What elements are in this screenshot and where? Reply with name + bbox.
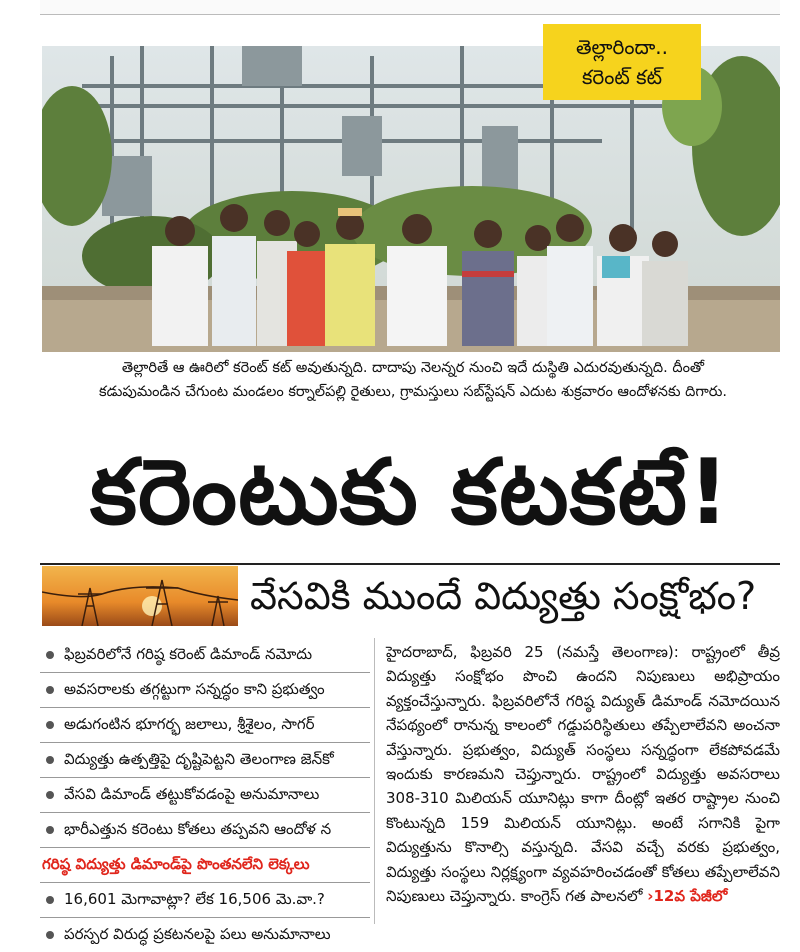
- bullet-dot-icon: [46, 651, 54, 659]
- headline-badge: [543, 24, 701, 100]
- main-headline: కరెంటుకు కటకటే!: [89, 440, 731, 545]
- caption-line-2: కడుపుమండిన చేగుంట మండలం కర్నాల్‌పల్లి రైతులు, గ్రామస్తులు సబ్‌స్టేషన్ ఎదుట శుక్రవారం ఆందోళనకు దిగారు.: [99, 384, 727, 400]
- bullet-dot-icon: [46, 826, 54, 834]
- caption-line-1: తెల్లారితే ఆ ఊరిలో కరెంట్ కట్ అవుతున్నది. దాదాపు నెలన్నర నుంచి ఇదే దుస్థితి ఎదురవుతున్నది. దీంతో: [121, 360, 705, 376]
- badge-line-1: తెల్లారిందా..: [575, 35, 668, 59]
- badge-line-2: కరెంట్ కట్: [581, 65, 663, 89]
- sub-headline: వేసవికి ముందే విద్యుత్తు సంక్షోభం?: [250, 574, 757, 618]
- list-item: ఫిబ్రవరిలోనే గరిష్ఠ కరెంట్ డిమాండ్ నమోదు: [40, 638, 370, 673]
- list-item: భారీఎత్తున కరెంటు కోతలు తప్పవని ఆందోళ న: [40, 813, 370, 848]
- list-item: విద్యుత్తు ఉత్పత్తిపై దృష్టిపెట్టని తెలంగాణ జెన్‌కో: [40, 743, 370, 778]
- article-text: హైదరాబాద్, ఫిబ్రవరి 25 (నమస్తే తెలంగాణ): రాష్ట్రంలో తీవ్ర విద్యుత్తు సంక్షోభం పొంచి ఉందని నిపుణులు అభిప్రాయం వ్యక్తంచేస్తున్నారు. ఫిబ్రవరిలోనే గరిష్ఠ విద్యుత్ డిమాండ్ నమోదయిన నేపథ్యంలో రానున్న కాలంలో గడ్డుపరిస్థితులు తప్పేలాలేవని అంచనా వేస్తున్నారు. ప్రభుత్వం, విద్యుత్ సంస్థలు సన్నద్ధంగా లేకపోవడమే ఇందుకు కారణమని చెప్తున్నారు. రాష్ట్రంలో విద్యుత్తు అవసరాలు 308-310 మిలియన్ యూనిట్లు కాగా దీంట్లో ఇతర రాష్ట్రాల నుంచి కొంటున్నది 159 మిలియన్ యూనిట్లు. అంటే సగానికి పైగా విద్యుత్తును కొనాల్సి వస్తున్నది. వేసవి వచ్చే వరకు ప్రభుత్వం, విద్యుత్తు సంస్థలు నిర్లక్ష్యంగా వ్యవహరించడంతో కోతలు తప్పేలాలేవని నిపుణులు చెప్తున్నారు. కాంగ్రెస్ గత పాలనలో: [386, 643, 780, 906]
- list-item: పరస్పర విరుద్ధ ప్రకటనలపై పలు అనుమానాలు: [40, 918, 370, 952]
- list-subheading: గరిష్ఠ విద్యుత్తు డిమాండ్‌పై పొంతనలేని లెక్కలు: [40, 848, 370, 883]
- list-item: 16,601 మెగావాట్లా? లేక 16,506 మె.వా.?: [40, 883, 370, 918]
- bullet-dot-icon: [46, 686, 54, 694]
- bullet-dot-icon: [46, 896, 54, 904]
- article-body: [386, 640, 780, 908]
- highlights-list: [40, 638, 370, 952]
- list-item: అడుగంటిన భూగర్భ జలాలు, శ్రీశైలం, సాగర్: [40, 708, 370, 743]
- bullet-dot-icon: [46, 791, 54, 799]
- photo-caption: [48, 356, 778, 404]
- list-item: వేసవి డిమాండ్ తట్టుకోవడంపై అనుమానాలు: [40, 778, 370, 813]
- column-divider: [374, 638, 375, 924]
- previous-article-edge: [40, 0, 780, 15]
- bullet-dot-icon: [46, 931, 54, 939]
- bullet-dot-icon: [46, 756, 54, 764]
- bullet-dot-icon: [46, 721, 54, 729]
- divider: [40, 563, 780, 565]
- list-item: అవసరాలకు తగ్గట్టుగా సన్నద్ధం కాని ప్రభుత్వం: [40, 673, 370, 708]
- sunset-pylons-image: [42, 566, 238, 626]
- continued-on-page-link[interactable]: ›12వ పేజీలో: [647, 887, 728, 906]
